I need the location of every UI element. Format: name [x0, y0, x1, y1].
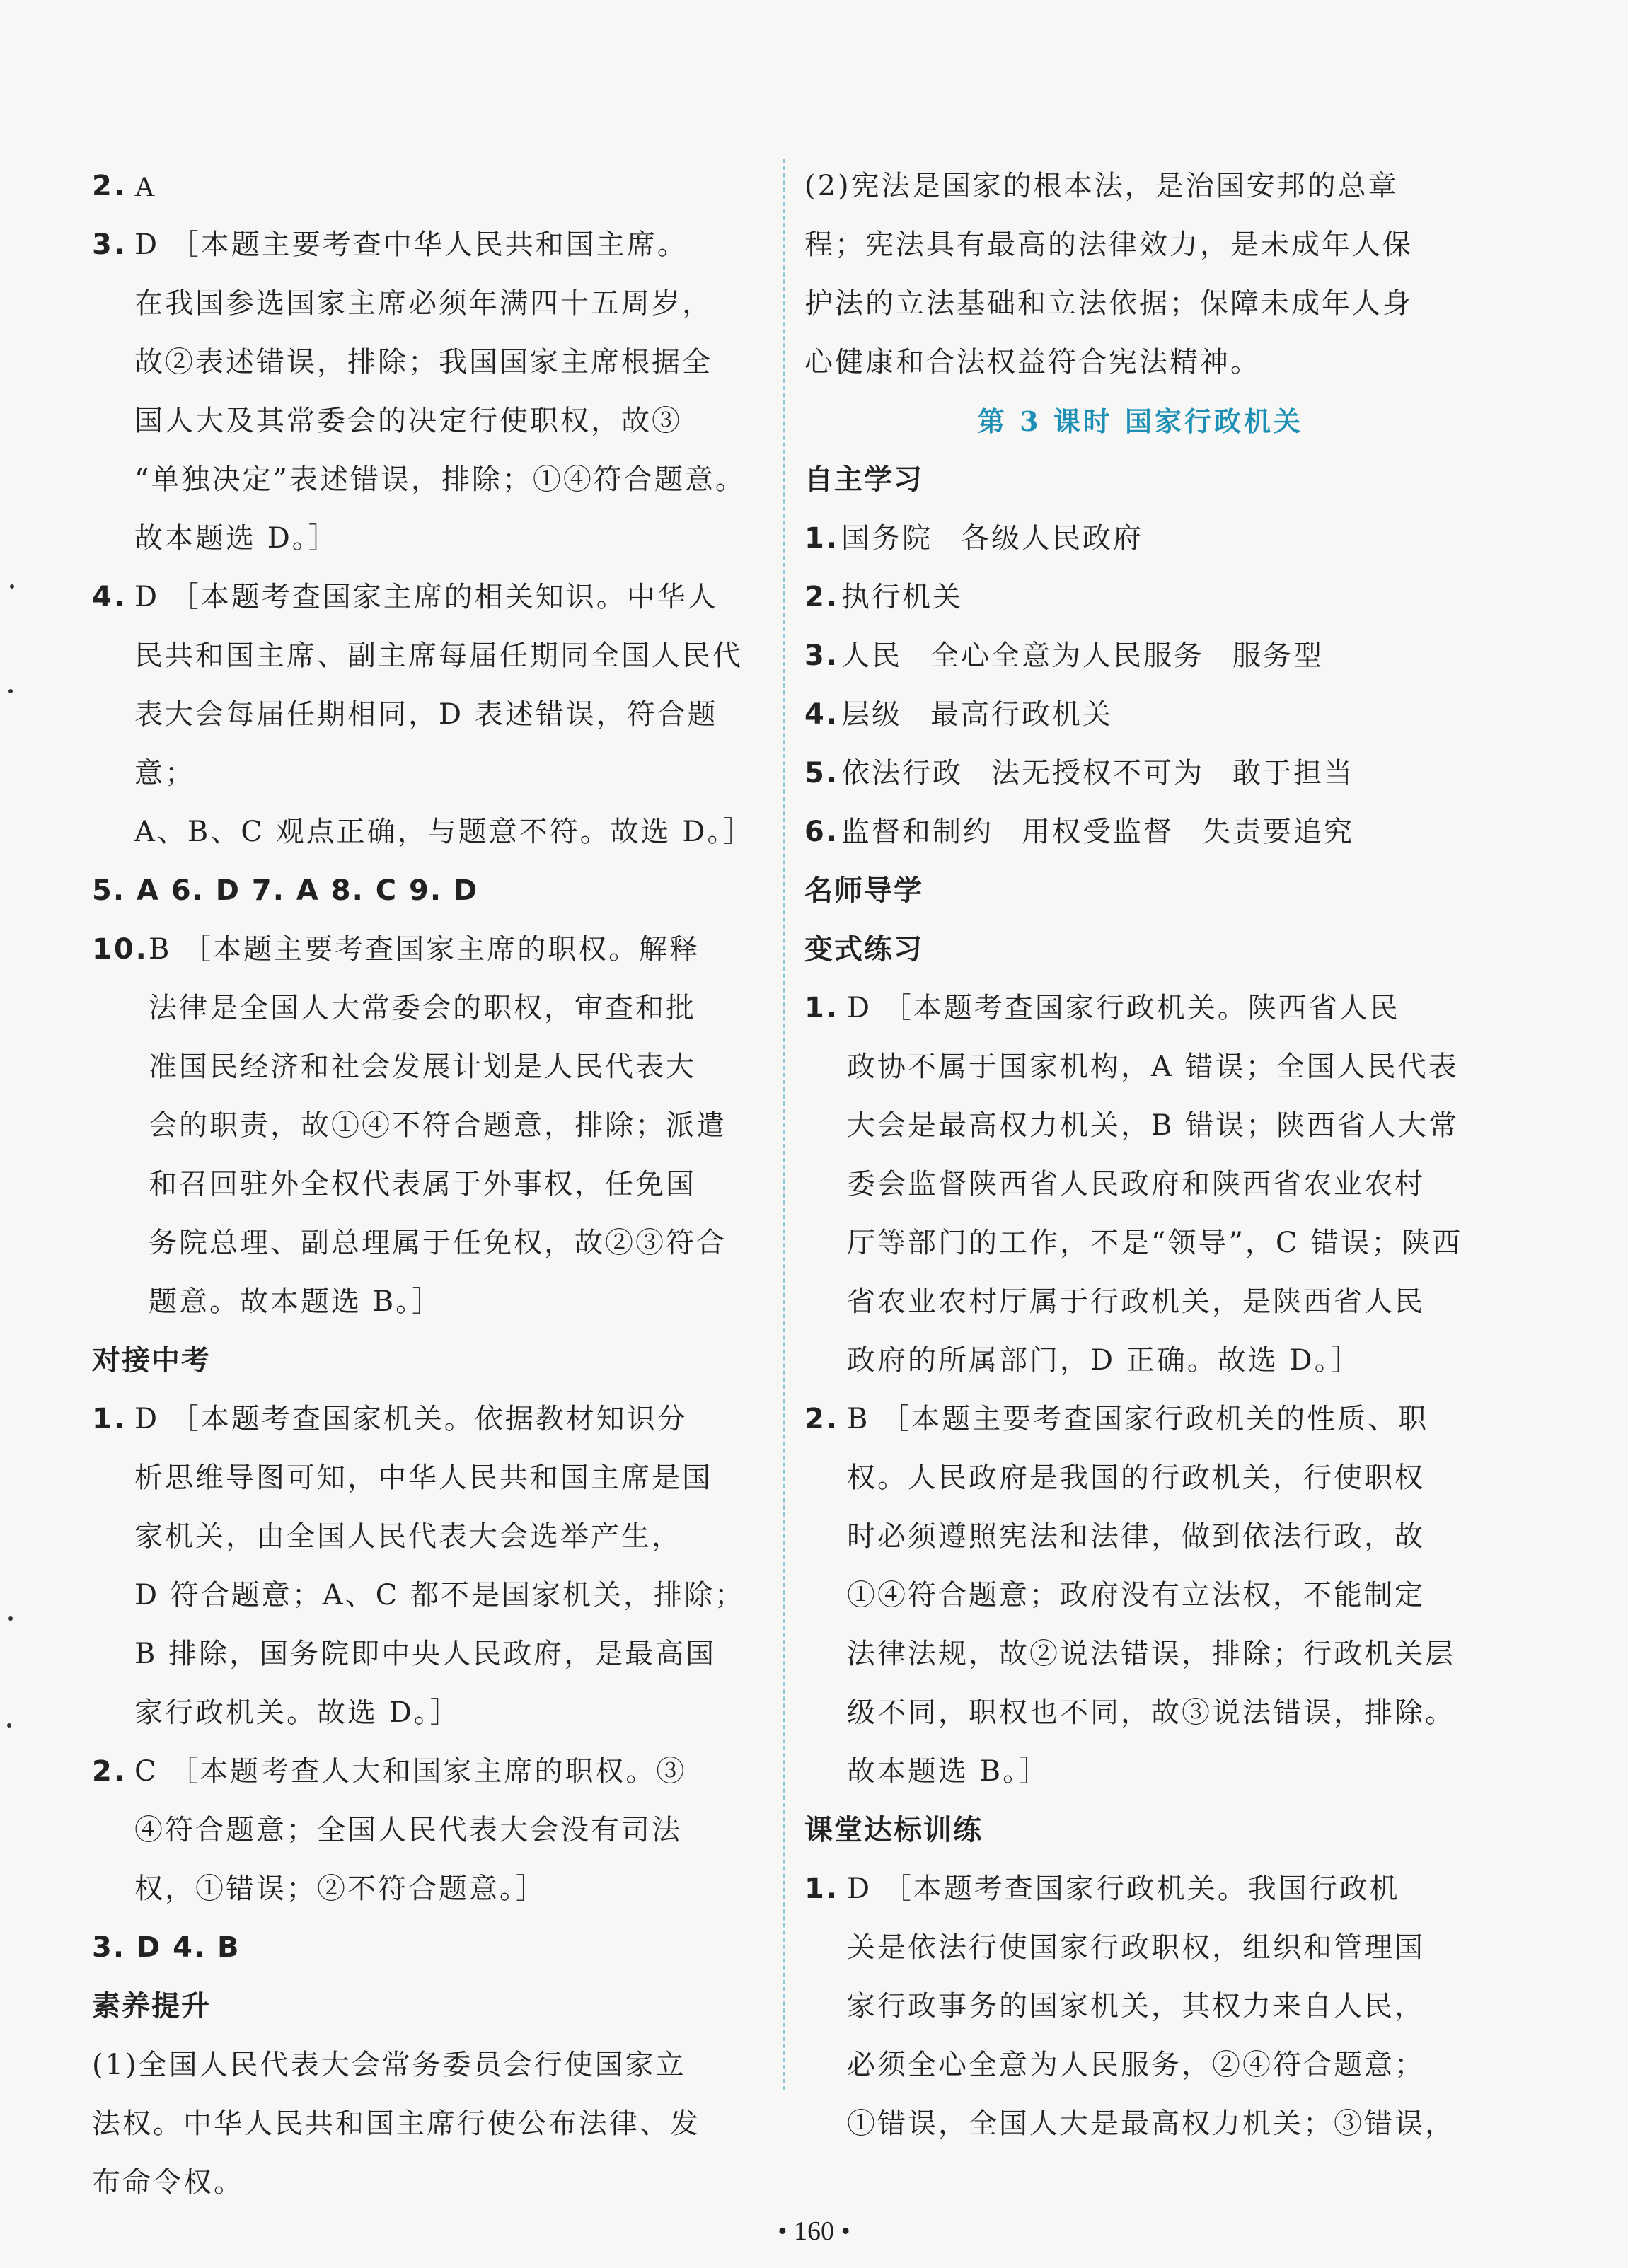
fill-item [804, 685, 1477, 744]
paragraph-line: (1)全国人民代表大会常务委员会行使国家立 [92, 2049, 686, 2081]
answer-line: 关是依法行使国家行政职权，组织和管理国 [847, 1931, 1425, 1964]
scan-speck [7, 1723, 11, 1728]
answer-item [92, 568, 764, 862]
scan-speck [8, 1616, 13, 1621]
answer-line: D ［本题主要考查中华人民共和国主席。 [134, 228, 688, 261]
item-number: 4. [804, 698, 840, 731]
answer-line: 会的职责，故①④不符合题意，排除；派遣 [149, 1109, 727, 1142]
answer-item [804, 979, 1477, 1390]
answer-text: A [134, 170, 157, 202]
scan-speck [10, 584, 14, 589]
paragraph-line: (2)宪法是国家的根本法，是治国安邦的总章 [804, 170, 1399, 202]
page-number: • 160 • [778, 2216, 850, 2246]
lesson-title: 第 3 课时 国家行政机关 [977, 405, 1304, 437]
item-number: 10. [92, 933, 149, 966]
answer-line: ①④符合题意；政府没有立法权，不能制定 [847, 1579, 1425, 1612]
answer-line: B ［本题主要考查国家行政机关的性质、职 [847, 1403, 1429, 1435]
answer-item [92, 920, 764, 1331]
item-number: 3. [92, 228, 127, 261]
answer-item [92, 216, 764, 568]
fill-item [804, 627, 1477, 685]
paragraph-line: 护法的立法基础和立法依据；保障未成年人身 [804, 287, 1413, 320]
right-column [804, 157, 1477, 2153]
answer-line: 政府的所属部门，D 正确。故选 D。］ [847, 1344, 1361, 1377]
answer-line: 准国民经济和社会发展计划是人民代表大 [149, 1051, 696, 1083]
section-heading: 素养提升 [92, 1990, 211, 2023]
section-heading: 对接中考 [92, 1344, 211, 1377]
answer-line: ①错误，全国人大是最高权力机关；③错误， [847, 2107, 1455, 2140]
answer-line: 表大会每届任期相同，D 表述错误，符合题意； [134, 698, 718, 789]
answer-line: 国人大及其常委会的决定行使职权，故③ [134, 405, 682, 437]
paragraph-line: 布命令权。 [92, 2166, 244, 2199]
section-heading: 名师导学 [804, 874, 923, 907]
fill-answer: 监督和制约 [841, 816, 993, 848]
answer-line: 务院总理、副总理属于任免权，故②③符合 [149, 1227, 727, 1259]
answer-line: 权。人民政府是我国的行政机关，行使职权 [847, 1462, 1425, 1494]
fill-answer: 用权受监督 [1022, 816, 1174, 848]
answer-line: 大会是最高权力机关，B 错误；陕西省人大常 [847, 1109, 1460, 1142]
item-number: 2. [92, 1755, 127, 1788]
answer-line: 题意。故本题选 B。］ [149, 1285, 443, 1318]
answer-line: A、B、C 观点正确，与题意不符。故选 D。］ [134, 816, 754, 848]
fill-answer: 人民 [841, 640, 902, 672]
item-number: 3. [804, 640, 840, 672]
answer-line: D ［本题考查国家行政机关。我国行政机 [847, 1873, 1400, 1905]
answer-line: 权，①错误；②不符合题意。］ [134, 1873, 546, 1905]
item-number: 4. [92, 581, 127, 613]
answer-line: “单独决定”表述错误，排除；①④符合题意。 [134, 463, 746, 496]
answer-line: 在我国参选国家主席必须年满四十五周岁， [134, 287, 712, 320]
answer-line: 析思维导图可知，中华人民共和国主席是国 [134, 1462, 712, 1494]
item-number: 1. [804, 1873, 840, 1905]
fill-answer: 执行机关 [841, 581, 963, 613]
item-number: 1. [804, 992, 840, 1024]
item-number: 1. [92, 1403, 127, 1435]
answer-line: C ［本题考查人大和国家主席的职权。③ [134, 1755, 687, 1788]
fill-item [804, 509, 1477, 568]
answer-line: 家机关，由全国人民代表大会选举产生， [134, 1520, 682, 1553]
fill-answer: 层级 [841, 698, 902, 731]
left-column [92, 157, 764, 2212]
section-heading: 自主学习 [804, 463, 923, 496]
answer-line: 厅等部门的工作，不是“领导”，C 错误；陕西 [847, 1227, 1463, 1259]
fill-item [804, 568, 1477, 627]
answer-line: ④符合题意；全国人民代表大会没有司法 [134, 1814, 682, 1846]
section-heading: 课堂达标训练 [804, 1814, 983, 1846]
fill-answer: 国务院 [841, 522, 933, 555]
item-number: 2. [804, 1403, 840, 1435]
paragraph-line: 法权。中华人民共和国主席行使公布法律、发 [92, 2107, 700, 2140]
fill-answer: 依法行政 [841, 757, 963, 789]
paragraph-line: 程；宪法具有最高的法律效力，是未成年人保 [804, 228, 1413, 261]
answer-line: 家行政机关。故选 D。］ [134, 1696, 461, 1729]
section-heading: 变式练习 [804, 933, 923, 966]
item-number: 1. [804, 522, 840, 555]
answer-line: 故②表述错误，排除；我国国家主席根据全 [134, 346, 712, 378]
answers-5-9: 5. A 6. D 7. A 8. C 9. D [92, 874, 479, 907]
answer-line: 故本题选 D。］ [134, 522, 339, 555]
answer-line: B 排除，国务院即中央人民政府，是最高国 [134, 1638, 717, 1670]
fill-answer: 失责要追究 [1202, 816, 1354, 848]
answer-line: 民共和国主席、副主席每届任期同全国人民代 [134, 640, 743, 672]
answer-line: 省农业农村厅属于行政机关，是陕西省人民 [847, 1285, 1425, 1318]
answer-line: D ［本题考查国家行政机关。陕西省人民 [847, 992, 1400, 1024]
fill-answer: 敢于担当 [1232, 757, 1354, 789]
scan-speck [8, 689, 13, 693]
answer-line: 政协不属于国家机构，A 错误；全国人民代表 [847, 1051, 1459, 1083]
item-number: 6. [804, 816, 840, 848]
answer-line: 法律是全国人大常委会的职权，审查和批 [149, 992, 696, 1024]
column-divider [783, 159, 785, 2090]
answer-line: 必须全心全意为人民服务，②④符合题意； [847, 2049, 1425, 2081]
paragraph-line: 心健康和合法权益符合宪法精神。 [804, 346, 1261, 378]
answer-line: D ［本题考查国家主席的相关知识。中华人 [134, 581, 718, 613]
answer-item [92, 1390, 764, 1742]
answer-item [804, 1860, 1477, 2153]
answer-item [804, 1390, 1477, 1801]
answer-line: B ［本题主要考查国家主席的职权。解释 [149, 933, 700, 966]
answers-3-4: 3. D 4. B [92, 1931, 241, 1964]
fill-answer: 各级人民政府 [961, 522, 1143, 555]
answer-line: D 符合题意；A、C 都不是国家机关，排除； [134, 1579, 745, 1612]
answer-item [92, 157, 764, 216]
fill-answer: 法无授权不可为 [991, 757, 1204, 789]
answer-line: 法律法规，故②说法错误，排除；行政机关层 [847, 1638, 1455, 1670]
answer-line: 级不同，职权也不同，故③说法错误，排除。 [847, 1696, 1455, 1729]
item-number: 5. [804, 757, 840, 789]
fill-answer: 最高行政机关 [930, 698, 1113, 731]
item-number: 2. [92, 170, 127, 202]
answer-line: 委会监督陕西省人民政府和陕西省农业农村 [847, 1168, 1425, 1200]
answer-line: 时必须遵照宪法和法律，做到依法行政，故 [847, 1520, 1425, 1553]
answer-line: D ［本题考查国家机关。依据教材知识分 [134, 1403, 688, 1435]
answer-line: 故本题选 B。］ [847, 1755, 1050, 1788]
fill-item [804, 803, 1477, 862]
fill-item [804, 744, 1477, 803]
item-number: 2. [804, 581, 840, 613]
fill-answer: 全心全意为人民服务 [930, 640, 1204, 672]
answer-line: 家行政事务的国家机关，其权力来自人民， [847, 1990, 1425, 2023]
answer-line: 和召回驻外全权代表属于外事权，任免国 [149, 1168, 696, 1200]
answer-item [92, 1742, 764, 1919]
fill-answer: 服务型 [1232, 640, 1324, 672]
